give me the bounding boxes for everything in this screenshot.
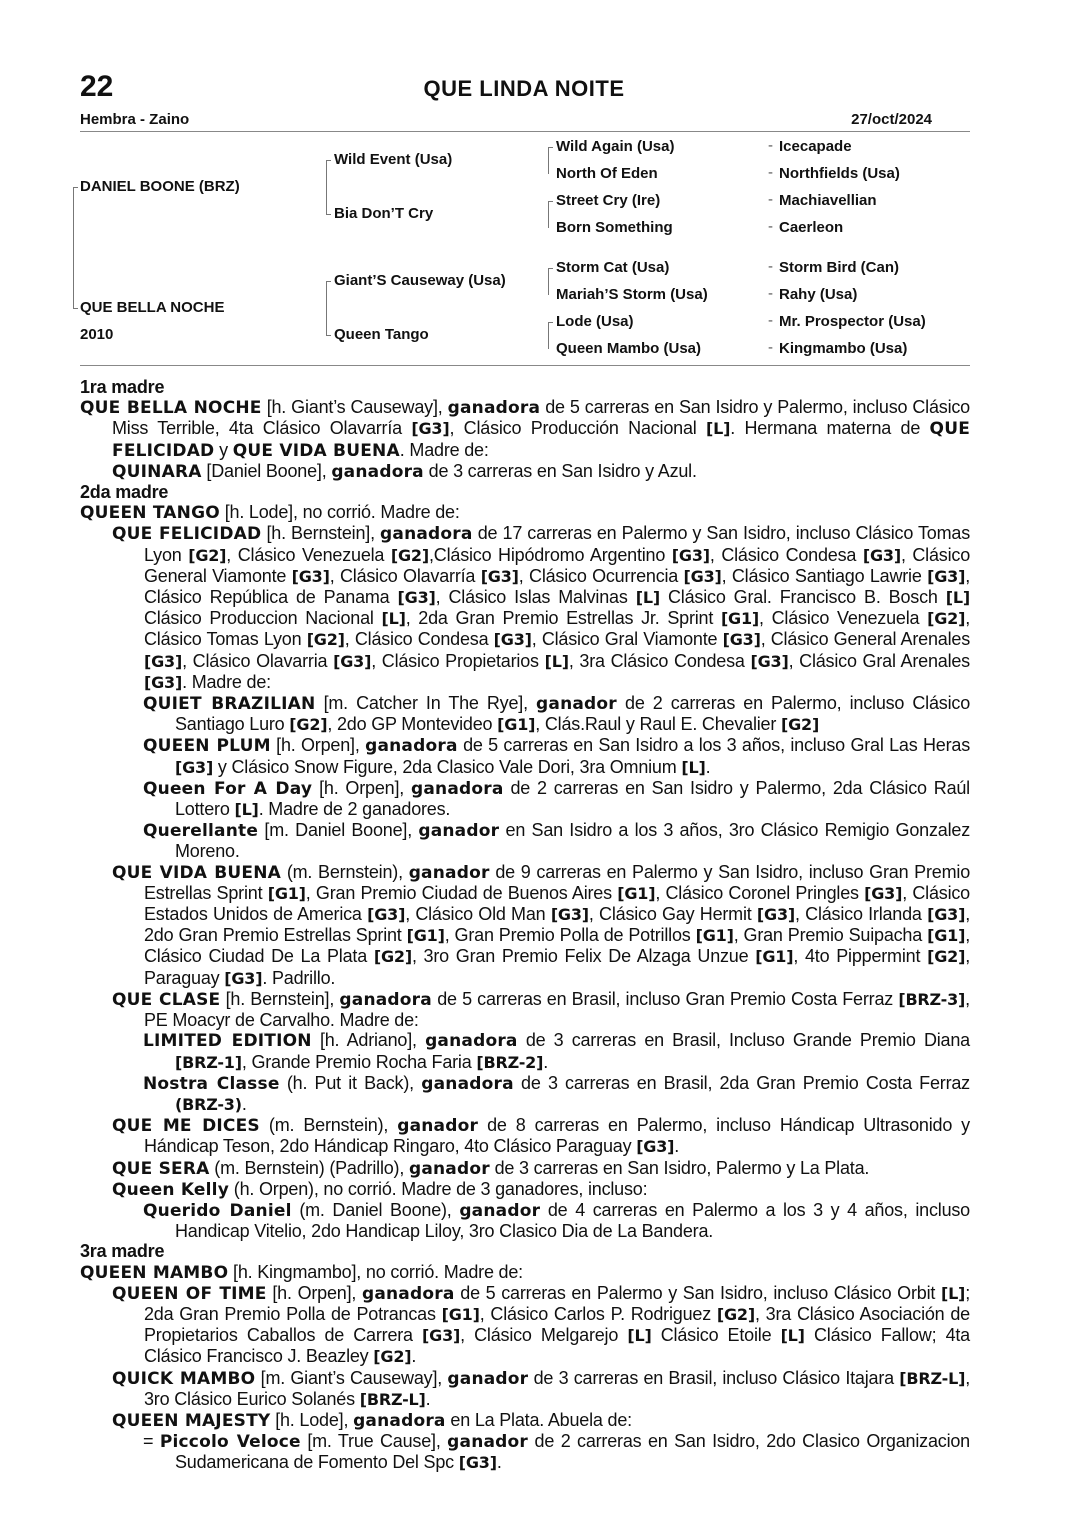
gen1-bracket-tick-top: [73, 187, 78, 188]
grandproduce-entry: LIMITED EDITION [h. Adriano], ganadora de 3 carreras en Brasil, Incluso Grande Premio Diana [BRZ-1], Grande Premio Rocha Faria [BRZ-2].: [143, 1030, 970, 1072]
produce-entry: QUE CLASE [h. Bernstein], ganadora de 5 carreras en Brasil, incluso Gran Premio Costa Ferraz [BRZ-3], PE Moacyr de Carvalho. Madre de:: [112, 988, 970, 1031]
gen2-bracket-bottom: [326, 281, 327, 335]
section-heading: 3ra madre: [80, 1241, 165, 1262]
grandproduce-entry: Nostra Classe (h. Put it Back), ganadora de 3 carreras en Brasil, 2da Gran Premio Costa Ferraz (BRZ-3).: [143, 1072, 970, 1114]
produce-entry: QUE VIDA BUENA (m. Bernstein), ganador de 9 carreras en Palermo y San Isidro, incluso Gran Premio Estrellas Sprint [G1], Gran Premio Ciudad de Buenos Aires [G1], Clásico Coronel Pringles [G3], Clásico Estados Unidos de America [G3], Clásico Old Man [G3], Clásico Gay Hermit [G3], Clásico Irlanda [G3], 2do Gran Premio Estrellas Sprint [G1], Gran Premio Polla de Potrillos [G1], Gran Premio Suipacha [G1], Clásico Ciudad De La Plata [G2], 3ro Gran Premio Felix De Alzaga Unzue [G1], 4to Pippermint [G2], Paraguay [G3]. Padrillo.: [112, 861, 970, 988]
dam-entry: QUEEN TANGO [h. Lode], no corrió. Madre de:: [80, 502, 460, 524]
gen3-7: Lode (Usa): [556, 313, 634, 330]
gen3-8: Queen Mambo (Usa): [556, 340, 702, 357]
gen3-3: Street Cry (Ire): [556, 192, 661, 209]
pedigree-divider: [80, 365, 970, 366]
gen4-6: Rahy (Usa): [779, 286, 858, 303]
gen4-dash: -: [768, 258, 773, 275]
gen3-2: North Of Eden: [556, 165, 658, 182]
gen3-5: Storm Cat (Usa): [556, 259, 670, 276]
gen4-3: Machiavellian: [779, 192, 877, 209]
produce-entry: Queen Kelly (h. Orpen), no corrió. Madre de 3 ganadores, incluso:: [112, 1178, 648, 1200]
gen3-1: Wild Again (Usa): [556, 138, 675, 155]
section-heading: 1ra madre: [80, 377, 165, 397]
sire-name: DANIEL BOONE (BRZ): [80, 178, 240, 195]
gen3-bracket-2: [548, 201, 549, 228]
produce-entry: QUE SERA (m. Bernstein) (Padrillo), ganador de 3 carreras en San Isidro, Palermo y La Plata.: [112, 1157, 870, 1179]
section-heading: 2da madre: [80, 482, 169, 503]
gen4-dash: -: [768, 218, 773, 235]
gen1-bracket-tick-bottom: [73, 308, 78, 309]
gen2-tick-a: [326, 160, 331, 161]
gen3-6: Mariah’S Storm (Usa): [556, 286, 708, 303]
gen4-dash: -: [768, 137, 773, 154]
gen2-tick-d: [326, 335, 331, 336]
top-divider: [80, 131, 970, 132]
produce-entry: QUINARA [Daniel Boone], ganadora de 3 carreras en San Isidro y Azul.: [112, 460, 697, 482]
dam-name: QUE BELLA NOCHE: [80, 299, 225, 316]
gen3-tick-2: [548, 201, 553, 202]
sex-color-label: Hembra - Zaino: [80, 111, 190, 128]
horse-name-title: QUE LINDA NOITE: [423, 76, 625, 101]
produce-entry: QUEEN OF TIME [h. Orpen], ganadora de 5 carreras en Palermo y San Isidro, incluso Clásico Orbit [L]; 2da Gran Premio Polla de Potrancas [G1], Clásico Carlos P. Rodriguez [G2], 3ra Clásico Asociación de Propietarios Caballos de Carrera [G3], Clásico Melgarejo [L] Clásico Etoile [L] Clásico Fallow; 4ta Clásico Francisco J. Beazley [G2].: [112, 1282, 970, 1367]
gen4-dash: -: [768, 339, 773, 356]
grandproduce-entry: Querido Daniel (m. Daniel Boone), ganador de 4 carreras en Palermo a los 3 y 4 años, incluso Handicap Vitelio, 2do Handicap Liloy, 3ro Clasico Dia de La Bandera.: [143, 1199, 970, 1242]
gen3-tick-4: [548, 322, 553, 323]
gen4-dash: -: [768, 312, 773, 329]
gen4-dash: -: [768, 285, 773, 302]
gen4-7: Mr. Prospector (Usa): [779, 313, 926, 330]
gen3-bracket-1: [548, 147, 549, 174]
gen4-8: Kingmambo (Usa): [779, 340, 908, 357]
produce-entry: QUICK MAMBO [m. Giant’s Causeway], ganador de 3 carreras en Brasil, incluso Clásico Itajara [BRZ-L], 3ro Clásico Eurico Solanés [BRZ-L].: [112, 1367, 970, 1409]
gen4-dash: -: [768, 164, 773, 181]
page-number: 22: [80, 70, 114, 103]
gen2-dam-dam: Queen Tango: [334, 326, 429, 343]
gen1-bracket: [73, 187, 74, 309]
grandproduce-entry: = Piccolo Veloce [m. True Cause], ganador de 2 carreras en San Isidro, 2do Clasico Organizacion Sudamericana de Fomento Del Spc [G3].: [143, 1431, 970, 1473]
produce-entry: QUE FELICIDAD [h. Bernstein], ganadora de 17 carreras en Palermo y San Isidro, incluso Clásico Tomas Lyon [G2], Clásico Venezuela [G2],Clásico Hipódromo Argentino [G3], Clásico Condesa [G3], Clásico General Viamonte [G3], Clásico Olavarría [G3], Clásico Ocurrencia [G3], Clásico Santiago Lawrie [G3], Clásico República de Panama [G3], Clásico Islas Malvinas [L] Clásico Gral. Francisco B. Bosch [L] Clásico Produccion Nacional [L], 2da Gran Premio Estrellas Jr. Sprint [G1], Clásico Venezuela [G2], Clásico Tomas Lyon [G2], Clásico Condesa [G3], Clásico Gral Viamonte [G3], Clásico General Arenales [G3], Clásico Olavarria [G3], Clásico Propietarios [L], 3ra Clásico Condesa [G3], Clásico Gral Arenales [G3]. Madre de:: [112, 523, 971, 692]
gen2-sire-dam: Bia Don’T Cry: [334, 205, 434, 222]
dam-entry: QUE BELLA NOCHE [h. Giant’s Causeway], ganadora de 5 carreras en San Isidro y Palermo, incluso Clásico Miss Terrible, 4ta Clásico Olavarría [G3], Clásico Producción Nacional [L]. Hermana materna de QUE FELICIDAD y QUE VIDA BUENA. Madre de:: [80, 397, 971, 461]
gen4-5: Storm Bird (Can): [779, 259, 899, 276]
date-label: 27/oct/2024: [851, 111, 932, 128]
gen3-bracket-4: [548, 322, 549, 349]
grandproduce-entry: QUIET BRAZILIAN [m. Catcher In The Rye], ganador de 2 carreras en Palermo, incluso Clásico Santiago Luro [G2], 2do GP Montevideo [G1], Clás.Raul y Raul E. Chevalier [G2]: [143, 693, 971, 735]
dam-year: 2010: [80, 326, 114, 343]
gen4-2: Northfields (Usa): [779, 165, 900, 182]
gen3-tick-1: [548, 147, 553, 148]
gen4-dash: -: [768, 191, 773, 208]
gen3-bracket-3: [548, 268, 549, 295]
gen3-4: Born Something: [556, 219, 673, 236]
grandproduce-entry: Queen For A Day [h. Orpen], ganadora de 2 carreras en San Isidro y Palermo, 2da Clásico Raúl Lottero [L]. Madre de 2 ganadores.: [143, 777, 970, 820]
gen2-tick-c: [326, 281, 331, 282]
gen3-tick-3: [548, 268, 553, 269]
gen2-tick-b: [326, 214, 331, 215]
produce-entry: QUEEN MAJESTY [h. Lode], ganadora en La Plata. Abuela de:: [112, 1409, 632, 1431]
gen4-4: Caerleon: [779, 219, 844, 236]
family-text: [80, 377, 970, 1474]
dam-entry: QUEEN MAMBO [h. Kingmambo], no corrió. Madre de:: [80, 1261, 523, 1283]
gen2-sire-sire: Wild Event (Usa): [334, 151, 453, 168]
gen2-dam-sire: Giant’S Causeway (Usa): [334, 272, 506, 289]
grandproduce-entry: QUEEN PLUM [h. Orpen], ganadora de 5 carreras en San Isidro a los 3 años, incluso Gral Las Heras [G3] y Clásico Snow Figure, 2da Clasico Vale Dori, 3ra Omnium [L].: [143, 735, 970, 777]
produce-entry: QUE ME DICES (m. Bernstein), ganador de 8 carreras en Palermo, incluso Hándicap Ultrasonido y Hándicap Teson, 2do Hándicap Ringaro, 4to Clásico Paraguay [G3].: [112, 1115, 970, 1157]
grandproduce-entry: Querellante [m. Daniel Boone], ganador en San Isidro a los 3 años, 3ro Clásico Remigio Gonzalez Moreno.: [143, 820, 970, 862]
gen2-bracket-top: [326, 160, 327, 214]
gen4-1: Icecapade: [779, 138, 852, 155]
